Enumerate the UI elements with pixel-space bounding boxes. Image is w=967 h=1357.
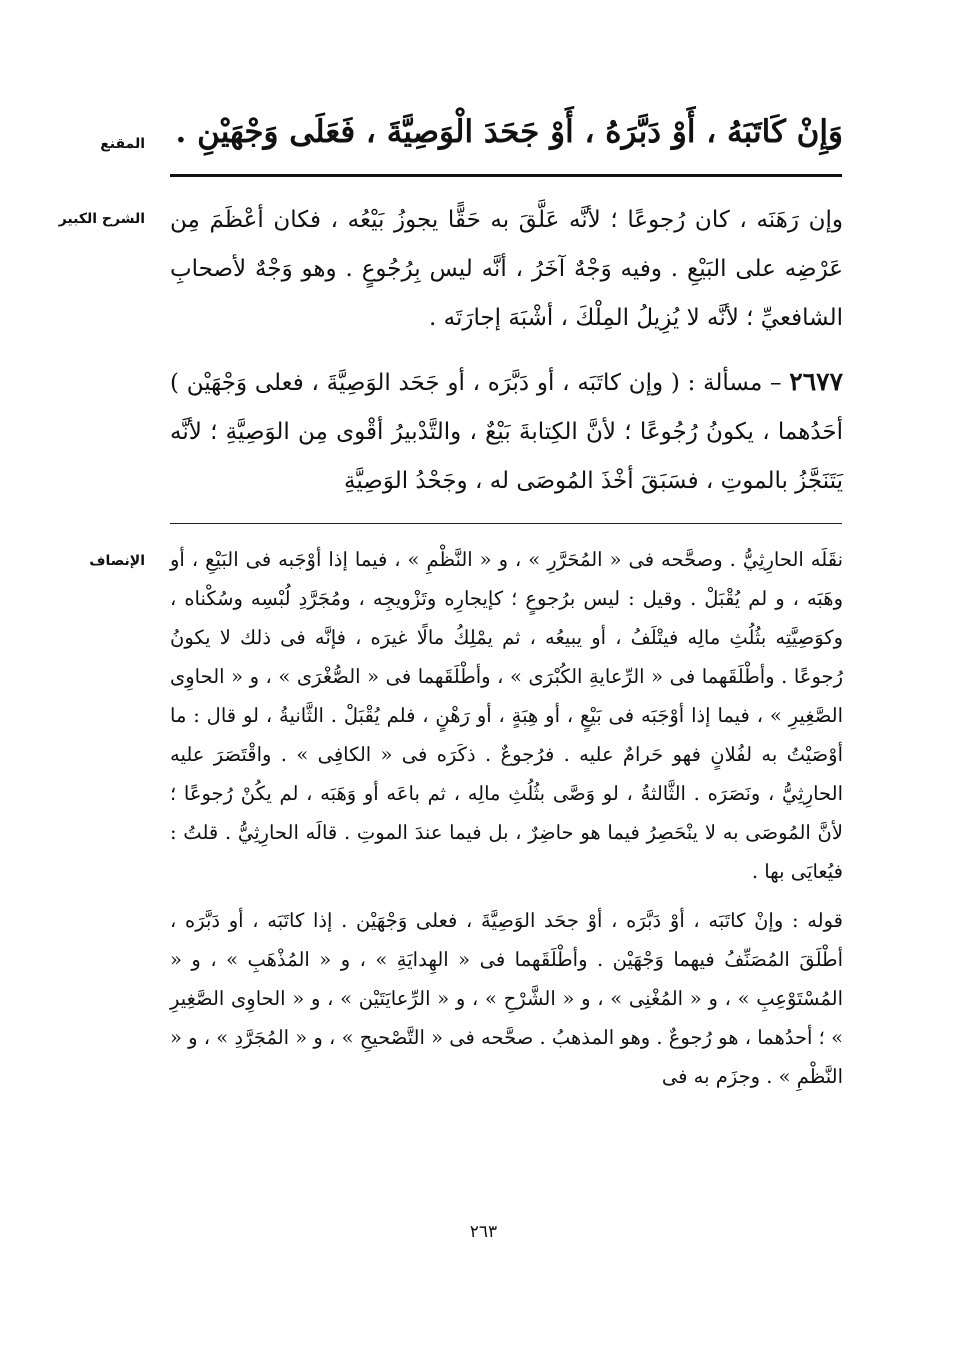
label-muqni: المقنع	[100, 136, 145, 152]
label-sharh: الشرح الكبير	[58, 211, 145, 227]
page-number: ٢٦٣	[469, 1222, 498, 1242]
insaf-section	[170, 540, 843, 1096]
insaf-paragraph: نقَلَه الحارِثِيُّ . وصحَّحه فى « المُحَرَّرِ » ، و « النَّظْمِ » ، فيما إذا أوْجَبه فى البَيْعِ ، أو وهَبَه ، و لم يُقْبَلْ . وقيل : ليس برُجوعٍ ؛ كإيجارِه وتَزْويجِه ، ومُجَرَّدِ لُبْسِه وسُكْناه ، وكوَصِيَّتِه بثُلُثِ مالِه فيتْلَفُ ، أو يبيعُه ، ثم يمْلِكُ مالًا غيرَه ، فإنَّه فى ذلك لا يكونُ رُجوعًا . وأطْلَقَهما فى « الرِّعايةِ الكُبْرَى » ، وأطْلَقَهما فى « الصُّغْرَى » ، و « الحاوِى الصَّغِيرِ » ، فيما إذا أوْجَبَه فى بَيْعٍ ، أو هِبَةٍ ، أو رَهْنٍ ، فلم يُقْبَلْ . الثَّانيةُ ، لو قال : ما أوْصَيْتُ به لفُلانٍ فهو حَرامٌ عليه . فرُجوعٌ . ذكَرَه فى « الكافِى » . واقْتَصَرَ عليه الحارِثِيُّ ، ونَصَرَه . الثَّالثةُ ، لو وَصَّى بثُلُثِ مالِه ، ثم باعَه أو وَهَبَه ، لم يكُنْ رُجوعًا ؛ لأنَّ المُوصَى به لا ينْحَصِرُ فيما هو حاضِرٌ ، بل فيما عندَ الموتِ . قالَه الحارِثِيُّ . قلتُ : فيُعايَى بها .	[170, 548, 843, 883]
muqni-text: وَإِنْ كَاتَبَهُ ، أَوْ دَبَّرَهُ ، أَوْ جَحَدَ الْوَصِيَّةَ ، فَعَلَى وَجْهَيْنِ .	[175, 114, 843, 150]
insaf-paragraph: قوله : وإنْ كاتَبَه ، أوْ دَبَّرَه ، أوْ جحَد الوَصِيَّةَ ، فعلى وَجْهَيْن . إذا كاتَبَه ، أو دَبَّرَه ، أطْلَقَ المُصَنِّفُ فيهما وَجْهَيْن . وأطْلَقَهما فى « الهِدايَةِ » ، و « المُذْهَبِ » ، و « المُسْتَوْعِبِ » ، و « المُغْنِى » ، و « الشَّرْحِ » ، و « الرِّعايَتَيْن » ، و « الحاوِى الصَّغِيرِ » ؛ أحدُهما ، هو رُجوعٌ . وهو المذهبُ . صحَّحه فى « التَّصْحيحِ » ، و « المُجَرَّدِ » ، و « النَّظْمِ » . وجزَم به فى	[170, 909, 843, 1088]
sharh-section	[170, 196, 843, 506]
label-insaf: الإنصاف	[89, 553, 145, 569]
section-divider-thin	[170, 523, 842, 524]
issue-number: ٢٦٧٧	[789, 367, 844, 396]
sharh-issue-paragraph	[170, 357, 843, 506]
section-divider-thick	[170, 174, 842, 177]
sharh-paragraph: وإن رَهَنَه ، كان رُجوعًا ؛ لأنَّه عَلَّقَ به حَقًّا يجوزُ بَيْعُه ، فكان أعْظَمَ مِن عَرْضِه على البَيْعِ . وفيه وَجْهٌ آخَرُ ، أنَّه ليس بِرُجُوعٍ . وهو وَجْهٌ لأصحابِ الشافعيِّ ؛ لأنَّه لا يُزِيلُ المِلْكَ ، أشْبَهَ إجارَتَه .	[170, 207, 843, 331]
issue-text: – مسألة : ( وإن كاتَبَه ، أو دَبَّرَه ، أو جَحَد الوَصِيَّةَ ، فعلى وَجْهَيْن ) أحَدُهما ، يكونُ رُجُوعًا ؛ لأنَّ الكِتابةَ بَيْعٌ ، والتَّدْبيرُ أقْوى مِن الوَصِيَّةِ ؛ لأنَّه يَتَنَجَّزُ بالموتِ ، فسَبَقَ أخْذَ المُوصَى له ، وجَحْدُ الوَصِيَّةِ	[170, 370, 843, 494]
